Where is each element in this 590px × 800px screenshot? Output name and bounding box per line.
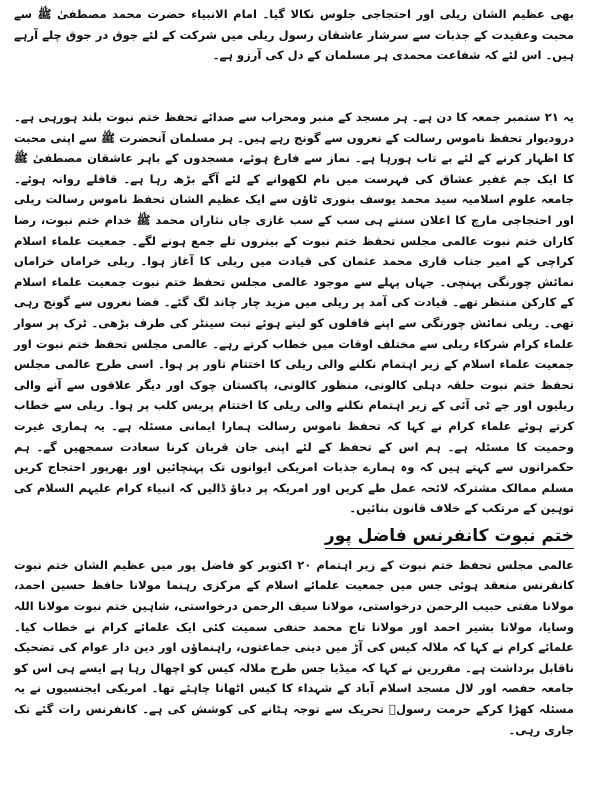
section-heading-text: ختم نبوت کانفرنس فاضل پور <box>325 526 574 549</box>
paragraph-fazilpur-conference: عالمی مجلس تحفظ ختم نبوت کے زیر اہتمام ۲۰ اکتوبر کو فاضل پور میں عظیم الشان ختم نبوت کانفرنس منعقد ہوئی جس میں جمعیت علمائے اسلام کے مرکزی رہنما مولانا حافظ حسین احمد، مولانا مفتی حبیب الرحمن درخواستی، مولانا سیف الرحمن درخواستی، شاہین ختم نبوت مولانا اللہ وسایا، مولانا بشیر احمد اور مولانا تاج محمد حنفی سمیت کئی ایک علمائے کرام نے خطاب کیا۔ علمائے کرام نے کہا کہ ملالہ کیس کی آڑ میں دینی جماعتوں، راہنماؤں اور دین دار عوام کی تضحیک ناقابل برداشت ہے۔ مقررین نے کہا کہ میڈیا جس طرح ملالہ کیس کو اچھال رہا ہے ایسے ہی اس کو جامعہ حفصہ اور لال مسجد اسلام آباد کے شہداء کا کیس اٹھانا چاہئے تھا۔ امریکی ایجنسیوں نے یہ مسئلہ کھڑا کرکے حرمت رسولؐ تحریک سے توجہ ہٹانے کی کوشش کی ہے۔ کانفرنس رات گئے تک جاری رہی۔ <box>14 557 574 737</box>
paragraph-rally-intro: بھی عظیم الشان ریلی اور احتجاجی جلوس نکالا گیا۔ امام الانبیاء حضرت محمد مصطفیٰ ﷺ سے محبت وعقیدت کے جذبات سے سرشار عاشقان رسول ریلی میں شرکت کے لئے جوق در جوق چلے آرہے ہیں۔ اس لئے کہ شفاعت محمدی ہر مسلمان کے دل کی آرزو ہے۔ <box>14 7 574 63</box>
section-heading <box>14 523 574 549</box>
paragraph-friday-rally: یہ ۲۱ ستمبر جمعہ کا دن ہے۔ ہر مسجد کے منبر ومحراب سے صدائے تحفظ ختم نبوت بلند ہورہی ہے۔ درودیوار تحفظ ناموس رسالت کے نعروں سے گونج رہے ہیں۔ ہر مسلمان آنحضرت ﷺ سے اپنی محبت کا اظہار کرنے کے لئے بے تاب ہورہا ہے۔ نماز سے فارغ ہوئے، مسجدوں کے باہر عاشقان مصطفیٰ ﷺ کا ایک جم غفیر عشاق کی فہرست میں نام لکھوانے کے لئے آگے بڑھ رہا ہے۔ قافلے روانہ ہوئے۔ جامعہ علوم اسلامیہ سید محمد یوسف بنوری ٹاؤن سے ایک عظیم الشان تحفظ ناموس رسالت ریلی اور احتجاجی مارچ کا اعلان سنتے ہی سب کے سب غازی جاں نثاران محمد ﷺ خدام ختم نبوت، رضا کاران ختم نبوت عالمی مجلس تحفظ ختم نبوت کے بینروں تلے جمع ہونے لگے۔ جمعیت علماء اسلام کراچی کے امیر جناب قاری محمد عثمان کی قیادت میں ریلی کا آغاز ہوا۔ ریلی خراماں خراماں نمائش چورنگی پہنچی۔ جہاں پہلے سے موجود عالمی مجلس تحفظ ختم نبوت جمعیت علماء اسلام کے کارکن منتظر تھے۔ قیادت کی آمد پر ریلی میں مزید چار چاند لگ گئے۔ فضا نعروں سے گونج رہی تھی۔ ریلی نمائش چورنگی سے اپنے قافلوں کو لیتے ہوئے تبت سینٹر کی طرف بڑھی۔ ٹرک پر سوار علماء کرام شرکاء ریلی سے مختلف اوقات میں خطاب کرتے رہے۔ عالمی مجلس تحفظ ختم نبوت اور جمعیت علماء اسلام کے زیر اہتمام نکلنے والی ریلی کا اختتام تاور پر ہوا۔ اسی طرح عالمی مجلس تحفظ ختم نبوت حلقہ دہلی کالونی، منظور کالونی، پاکستان چوک اور دیگر علاقوں سے آنے والی ریلیوں اور جے ٹی آئی کے زیر اہتمام نکلنے والی ریلی کا اختتام پریس کلب پر ہوا۔ ریلی سے خطاب کرتے ہوئے علماء کرام نے کہا کہ تحفظ ناموس رسالت ہمارا ایمانی مسئلہ ہے۔ یہ ہماری غیرت وحمیت کا مسئلہ ہے۔ ہم اس کے تحفظ کے لئے اپنی جان قربان کرنا سعادت سمجھیں گے۔ ہم حکمرانوں سے کہتے ہیں کہ وہ ہمارے جذبات امریکی ایوانوں تک پہنچائیں اور بھرپور احتجاج کریں مسلم ممالک مشترکہ لائحہ عمل طے کریں اور امریکہ پر دباؤ ڈالیں کہ انبیاء کرام علیہم السلام کی توہین کے مرتکب کے خلاف قانون بنائیں۔ <box>14 110 574 516</box>
